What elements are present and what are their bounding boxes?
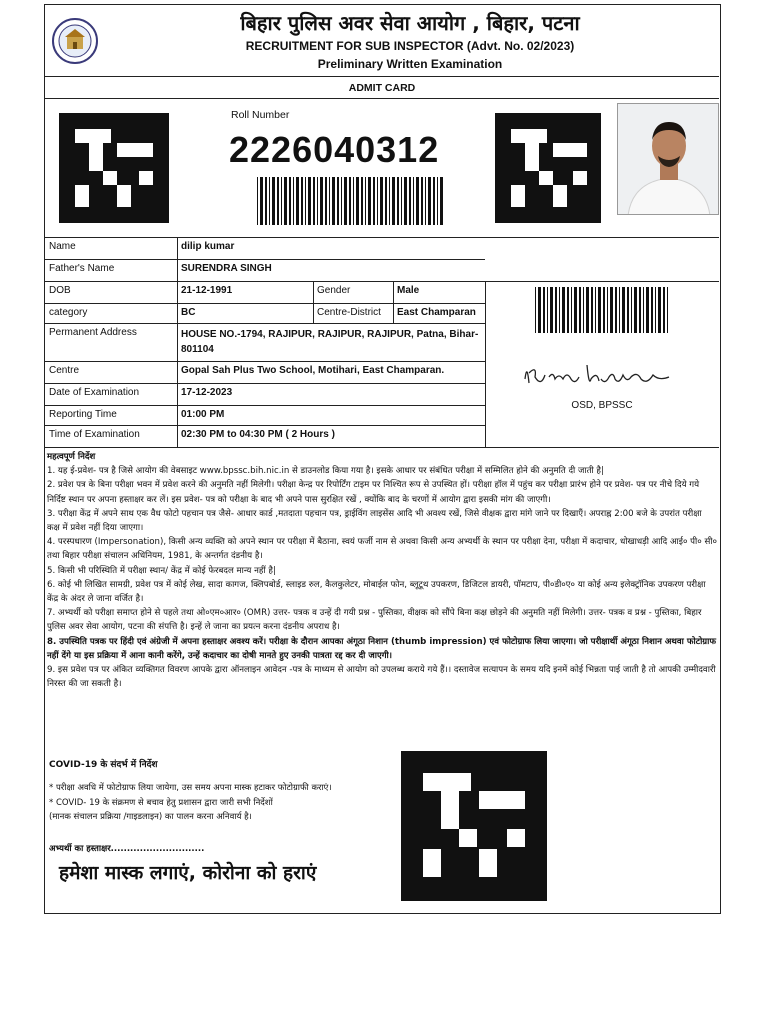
instruction-item: 9. इस प्रवेश पत्र पर अंकित व्यक्तिगत विवरण आपके द्वारा ऑनलाइन आवेदन -पत्र के माध्यम से आयोग को उपलब्ध कराये गये हैं।। दस्तावेज सत्यापन के समय यदि इनमें कोई भिन्नता पाई जाती है तो आपकी उम्मीदवारी निरस्त की जा सकती है। — [47, 665, 716, 690]
details-top-right-border — [485, 281, 719, 282]
details-divider — [485, 281, 486, 447]
detail-row — [45, 383, 485, 405]
detail-value: Gopal Sah Plus Two School, Motihari, East Champaran. — [181, 365, 445, 376]
detail-row — [45, 281, 485, 303]
detail-label: DOB — [49, 285, 71, 296]
barcode-roll — [257, 177, 443, 225]
barcode-bar — [349, 177, 351, 225]
barcode-bar — [409, 177, 411, 225]
barcode-bar — [574, 287, 577, 333]
admit-card-label: ADMIT CARD — [45, 77, 719, 99]
instruction-item: 2. प्रवेश पत्र के बिना परीक्षा भवन में प्रवेश करने की अनुमति नहीं मिलेगी। परीक्षा केन्द्र पर रिपोर्टिंग टाइम पर निश्चित रूप से उपस्थित हों। परीक्षा हॉल में पहुंच कर परीक्षा प्रारंभ होने पर प्रवेश- पत्र पर नीचे दिये गये निर्दिष्ट स्थान पर अपना हस्ताक्षर कर लें। इस प्रवेश- पत्र को परीक्षा के बाद भी अपने पास सुरक्षित रखें , क्योंकि बाद के चरणों में आयोग द्वारा इसकी मांग की जाएगी। — [47, 480, 700, 505]
detail-value: HOUSE NO.-1794, RAJIPUR, RAJIPUR, RAJIPUR, Patna, Bihar-801104 — [181, 329, 479, 355]
barcode-bar — [320, 177, 323, 225]
detail-value: Male — [397, 285, 420, 296]
roll-number-value: 2226040312 — [229, 129, 440, 170]
candidate-signature-line: अभ्यर्थी का हस्ताक्षर............................. — [49, 844, 205, 854]
detail-label: Name — [49, 241, 76, 252]
barcode-bar — [586, 287, 589, 333]
detail-label: Reporting Time — [49, 409, 117, 420]
detail-row — [45, 361, 485, 383]
barcode-bar — [663, 287, 665, 333]
covid-instructions — [49, 781, 399, 825]
qr-code-right — [495, 113, 601, 223]
detail-value: dilip kumar — [181, 241, 235, 252]
barcode-bar — [639, 287, 641, 333]
detail-row — [45, 303, 485, 323]
detail-value: 01:00 PM — [181, 409, 225, 420]
barcode-bar — [392, 177, 395, 225]
barcode-bar — [377, 177, 378, 225]
detail-label: Time of Examination — [49, 429, 140, 440]
exam-subtitle: Preliminary Written Examination — [317, 57, 503, 71]
barcode-bar — [380, 177, 383, 225]
barcode-bar — [404, 177, 407, 225]
details-bottom-border — [45, 447, 719, 448]
admit-card — [44, 4, 721, 914]
instruction-item: 8. उपस्थिति पत्रक पर हिंदी एवं अंग्रेजी में अपना हस्ताक्षर अवश्य करें। परीक्षा के दौरान आपका अंगूठा निशान (thumb impression) एवं फोटोग्राफ लिया जाएगा। जो परीक्षार्थी अंगूठा निशान अथवा फोटोग्राफ नहीं देंगे या इस प्रक्रिया में आना कानी करेंगे, उन्हें कदाचार का दोषी मानते हुए उनकी पात्रता रद्द कर दी जाएगी। — [47, 636, 717, 661]
barcode-bar — [272, 177, 275, 225]
barcode-bar — [655, 287, 656, 333]
barcode-bar — [571, 287, 572, 333]
title-english: RECRUITMENT FOR SUB INSPECTOR (Advt. No. 02/2023) — [245, 39, 575, 53]
barcode-bar — [615, 287, 617, 333]
barcode-bar — [325, 177, 327, 225]
detail-value: 02:30 PM to 04:30 PM ( 2 Hours ) — [181, 429, 335, 440]
barcode-bar — [401, 177, 402, 225]
barcode-bar — [293, 177, 294, 225]
barcode-bar — [301, 177, 303, 225]
detail-label: Centre — [49, 365, 80, 376]
barcode-bar — [413, 177, 414, 225]
barcode-bar — [337, 177, 339, 225]
barcode-bar — [421, 177, 423, 225]
barcode-bar — [538, 287, 541, 333]
instruction-item: 1. यह ई-प्रवेश- पत्र है जिसे आयोग की वेबसाइट www.bpssc.bih.nic.in से डाउनलोड किया गया है। इसके आधार पर संबंधित परीक्षा में सम्मिलित होने की अनुमति दी जाती है| — [47, 466, 604, 477]
detail-label: Centre-District — [317, 307, 381, 318]
barcode-bar — [277, 177, 279, 225]
barcode-bar — [555, 287, 557, 333]
barcode-bar — [389, 177, 390, 225]
detail-value: SURENDRA SINGH — [181, 263, 272, 274]
covid-heading: COVID-19 के संदर्भ में निर्देश — [49, 760, 158, 770]
detail-value: East Champaran — [397, 307, 476, 318]
barcode-bar — [547, 287, 548, 333]
osd-designation: OSD, BPSSC — [571, 400, 633, 411]
covid-line: * परीक्षा अवधि में फोटोग्राफ लिया जायेगा, उस समय अपना मास्क हटाकर फोटोग्राफी कराएं। — [49, 783, 332, 793]
barcode-bar — [579, 287, 581, 333]
barcode-bar — [368, 177, 371, 225]
barcode-bar — [365, 177, 366, 225]
barcode-bar — [543, 287, 545, 333]
barcode-bar — [437, 177, 438, 225]
barcode-bar — [341, 177, 342, 225]
barcode-bar — [289, 177, 291, 225]
barcode-bar — [313, 177, 315, 225]
instruction-item: 6. कोई भी लिखित सामग्री, प्रवेश पत्र में कोई लेख, सादा कागज, क्लिपबोर्ड, स्लाइड रुल, कैलकुलेटर, मोबाईल फोन, ब्लूटूथ उपकरण, डिजिटल डायरी, पॉमटाप, पी०डी०ए० या कोई अन्य इलेक्ट्रॉनिक उपकरण परीक्षा केंद्र के अंदर ले जाना वर्जित है। — [47, 579, 706, 605]
instruction-item: 4. परस्पधारण (Impersonation), किसी अन्य व्यक्ति को अपने स्थान पर परीक्षा में बैठाना, स्वयं फर्जी नाम से अथवा किसी अन्य अभ्यर्थी के स्थान पर परीक्षा देना, परीक्षा में कदाचार, धोखाधड़ी आदि आई० पी० सी० तथा बिहार परीक्षा संचालन अधिनियम, 1981, के अन्तर्गत दंडनीय है। — [47, 537, 717, 562]
barcode-bar — [305, 177, 306, 225]
covid-line: (मानक संचालन प्रक्रिया /गाइडलाइन) का पालन करना अनिवार्य है। — [49, 812, 252, 822]
barcode-bar — [550, 287, 553, 333]
osd-signature-icon — [519, 357, 679, 393]
detail-value: 17-12-2023 — [181, 387, 233, 398]
barcode-bar — [631, 287, 632, 333]
barcode-bar — [607, 287, 608, 333]
barcode-bar — [385, 177, 387, 225]
barcode-bar — [440, 177, 443, 225]
candidate-photo — [617, 103, 719, 215]
barcode-bar — [433, 177, 435, 225]
barcode-bar — [265, 177, 267, 225]
person-photo-icon — [618, 104, 719, 215]
barcode-bar — [627, 287, 629, 333]
barcode-bar — [281, 177, 282, 225]
barcode-bar — [317, 177, 318, 225]
barcode-bar — [308, 177, 311, 225]
barcode-bar — [598, 287, 601, 333]
detail-row — [45, 237, 719, 259]
mask-slogan: हमेशा मास्क लगाएं, कोरोना को हराएं — [59, 862, 317, 884]
instructions — [47, 450, 717, 691]
detail-row — [45, 425, 485, 447]
barcode-bar — [416, 177, 419, 225]
barcode-bar — [428, 177, 431, 225]
barcode-bar — [535, 287, 536, 333]
instruction-item: 5. किसी भी परिस्थिति में परीक्षा स्थान/ केंद्र में कोई फेरबदल मान्य नहीं है| — [47, 565, 276, 576]
bpssc-logo-icon — [51, 11, 99, 71]
barcode-bar — [361, 177, 363, 225]
barcode-bar — [591, 287, 593, 333]
barcode-bar — [356, 177, 359, 225]
detail-row — [45, 405, 485, 425]
barcode-bar — [425, 177, 426, 225]
barcode-bar — [296, 177, 299, 225]
header — [45, 5, 719, 77]
barcode-bar — [329, 177, 330, 225]
barcode-bar — [595, 287, 596, 333]
qr-code-left — [59, 113, 169, 223]
covid-line: * COVID- 19 के संक्रमण से बचाव हेतु प्रशासन द्वारा जारी सभी निर्देशों — [49, 797, 273, 808]
title-hindi: बिहार पुलिस अवर सेवा आयोग , बिहार, पटना — [240, 11, 580, 35]
qr-code-bottom — [401, 751, 547, 901]
barcode-bar — [559, 287, 560, 333]
barcode-bar — [373, 177, 375, 225]
barcode-bar — [284, 177, 287, 225]
barcode-bar — [260, 177, 263, 225]
instruction-item: 3. परीक्षा केंद्र में अपने साथ एक वैध फोटो पहचान पत्र जैसे- आधार कार्ड ,मतदाता पहचान पत्र, ड्राईविंग लाइसेंस आदि भी अवश्य रखें, जिसे वीक्षक द्वारा मांगे जाने पर दिखाएँ। अपराह्न 2:00 बजे के उपरांत परीक्षा कक्ष में प्रवेश नहीं दिया जाएगा। — [47, 508, 702, 534]
barcode-bar — [651, 287, 653, 333]
detail-value: 21-12-1991 — [181, 285, 233, 296]
barcode-bar — [257, 177, 258, 225]
detail-label: category — [49, 307, 88, 318]
barcode-bar — [269, 177, 270, 225]
barcode-bar — [646, 287, 649, 333]
barcode-bar — [634, 287, 637, 333]
barcode-bar — [353, 177, 354, 225]
barcode-bar — [583, 287, 584, 333]
barcode-bar — [603, 287, 605, 333]
barcode-bar — [619, 287, 620, 333]
barcode-side — [535, 287, 669, 333]
detail-row — [45, 259, 485, 281]
barcode-bar — [643, 287, 644, 333]
barcode-bar — [344, 177, 347, 225]
detail-label: Gender — [317, 285, 351, 296]
barcode-bar — [658, 287, 661, 333]
barcode-bar — [667, 287, 668, 333]
barcode-bar — [332, 177, 335, 225]
roll-number-label: Roll Number — [231, 109, 290, 121]
barcode-bar — [610, 287, 613, 333]
barcode-bar — [562, 287, 565, 333]
instructions-heading: महत्वपूर्ण निर्देश — [47, 452, 96, 462]
detail-label: Permanent Address — [49, 327, 137, 338]
detail-label: Date of Examination — [49, 387, 140, 398]
detail-value: BC — [181, 307, 196, 318]
barcode-bar — [567, 287, 569, 333]
detail-label: Father's Name — [49, 263, 115, 274]
detail-row — [45, 323, 485, 361]
barcode-bar — [622, 287, 625, 333]
instruction-item: 7. अभ्यर्थी को परीक्षा समाप्त होने से पहले तथा ओ०एम०आर० (OMR) उत्तर- पत्रक व उन्हें दी गयी प्रश्न - पुस्तिका, वीक्षक को सौंपे बिना कक्ष छोड़ने की अनुमति नहीं मिलेगी। उत्तर- पत्रक व प्रश्न - पुस्तिका, बिहार पुलिस अवर सेवा आयोग, पटना की संपत्ति है। इन्हें ले जाना का प्रयत्न करना दंडनीय अपराध है। — [47, 608, 702, 633]
barcode-bar — [397, 177, 399, 225]
